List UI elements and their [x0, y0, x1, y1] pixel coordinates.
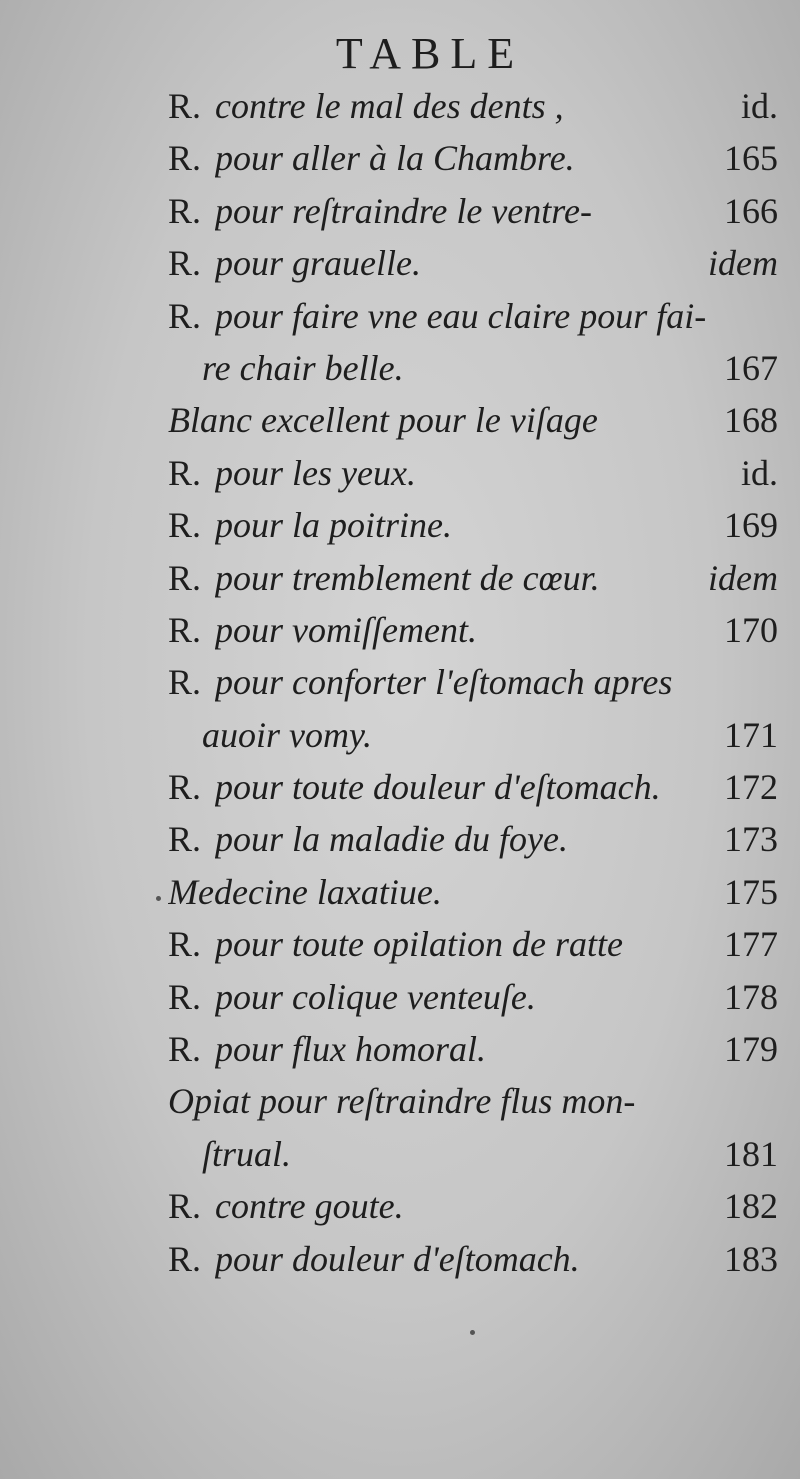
entry-page: 175 — [724, 871, 778, 912]
entry-text: Blanc excellent pour le viſage — [168, 400, 598, 441]
entry-prefix: R. — [168, 924, 202, 965]
toc-entry — [168, 1075, 778, 1127]
table-of-contents — [168, 80, 778, 1285]
entry-page: 177 — [724, 924, 778, 965]
entry-text: pour grauelle. — [215, 243, 421, 284]
ink-speck — [470, 1330, 475, 1335]
entry-prefix: R. — [168, 452, 202, 493]
entry-prefix: R. — [168, 505, 202, 546]
entry-page: 170 — [724, 609, 778, 650]
entry-text: pour la maladie du foye. — [215, 819, 568, 860]
toc-entry — [168, 813, 778, 865]
entry-page: 168 — [724, 400, 778, 441]
toc-entry — [168, 80, 778, 132]
entry-page: 179 — [724, 1029, 778, 1070]
toc-entry-continuation — [168, 342, 778, 394]
toc-entry-continuation — [168, 1128, 778, 1180]
toc-entry — [168, 185, 778, 237]
toc-entry — [168, 290, 778, 342]
entry-prefix: R. — [168, 1186, 202, 1227]
entry-prefix: R. — [168, 1238, 202, 1279]
page-header: TABLE — [335, 29, 525, 78]
entry-prefix: R. — [168, 976, 202, 1017]
entry-text: pour reſtraindre le ventre- — [215, 190, 592, 231]
toc-entry — [168, 237, 778, 289]
entry-prefix: R. — [168, 1029, 202, 1070]
entry-text: pour la poitrine. — [215, 505, 453, 546]
entry-page: 181 — [724, 1133, 778, 1174]
toc-entry — [168, 1180, 778, 1232]
entry-prefix: R. — [168, 819, 202, 860]
entry-page: 171 — [724, 714, 778, 755]
toc-entry — [168, 552, 778, 604]
entry-prefix: R. — [168, 190, 202, 231]
entry-page: idem — [708, 557, 778, 598]
entry-page: 172 — [724, 767, 778, 808]
entry-prefix: R. — [168, 138, 202, 179]
entry-page: 183 — [724, 1238, 778, 1279]
entry-text: Medecine laxatiue. — [168, 871, 442, 912]
entry-text: contre le mal des dents , — [215, 86, 564, 126]
entry-text: pour faire vne eau claire pour fai- — [215, 295, 707, 336]
toc-entry — [168, 604, 778, 656]
ink-speck — [156, 896, 161, 901]
entry-page: 165 — [724, 138, 778, 179]
entry-text: pour tremblement de cœur. — [215, 557, 600, 598]
entry-prefix: R. — [168, 243, 202, 284]
entry-text: pour toute opilation de ratte — [215, 924, 623, 965]
toc-entry — [168, 132, 778, 184]
entry-text: pour vomiſſement. — [215, 609, 477, 650]
entry-prefix: R. — [168, 609, 202, 650]
entry-prefix: R. — [168, 767, 202, 808]
toc-entry-continuation — [168, 709, 778, 761]
entry-prefix: R. — [168, 295, 202, 336]
toc-entry — [168, 499, 778, 551]
entry-prefix: R. — [168, 662, 202, 703]
toc-entry — [168, 1233, 778, 1285]
entry-page: idem — [708, 243, 778, 284]
toc-entry — [168, 761, 778, 813]
entry-page: 166 — [724, 190, 778, 231]
entry-page: 182 — [724, 1186, 778, 1227]
entry-text: pour flux homoral. — [215, 1029, 487, 1070]
entry-text: pour colique venteuſe. — [215, 976, 536, 1017]
entry-text: ſtrual. — [202, 1133, 292, 1174]
entry-page: 173 — [724, 819, 778, 860]
entry-text: pour aller à la Chambre. — [215, 138, 575, 179]
toc-entry — [168, 447, 778, 499]
entry-text: pour toute douleur d'eſtomach. — [215, 767, 661, 808]
entry-text: pour douleur d'eſtomach. — [215, 1238, 580, 1279]
entry-prefix: R. — [168, 86, 202, 126]
toc-entry — [168, 1023, 778, 1075]
entry-text: re chair belle. — [202, 347, 404, 388]
entry-page: id. — [740, 452, 778, 493]
entry-prefix: R. — [168, 557, 202, 598]
toc-entry — [168, 866, 778, 918]
entry-text: contre goute. — [215, 1186, 404, 1227]
toc-entry — [168, 656, 778, 708]
entry-page: 178 — [724, 976, 778, 1017]
entry-text: pour les yeux. — [215, 452, 416, 493]
entry-page: 167 — [724, 347, 778, 388]
toc-entry — [168, 394, 778, 446]
entry-text: pour conforter l'eſtomach apres — [215, 662, 673, 703]
entry-text: Opiat pour reſtraindre flus mon- — [168, 1081, 636, 1122]
entry-page: 169 — [724, 505, 778, 546]
toc-entry — [168, 918, 778, 970]
toc-entry — [168, 971, 778, 1023]
entry-text: auoir vomy. — [202, 714, 372, 755]
entry-page: id. — [740, 86, 778, 126]
